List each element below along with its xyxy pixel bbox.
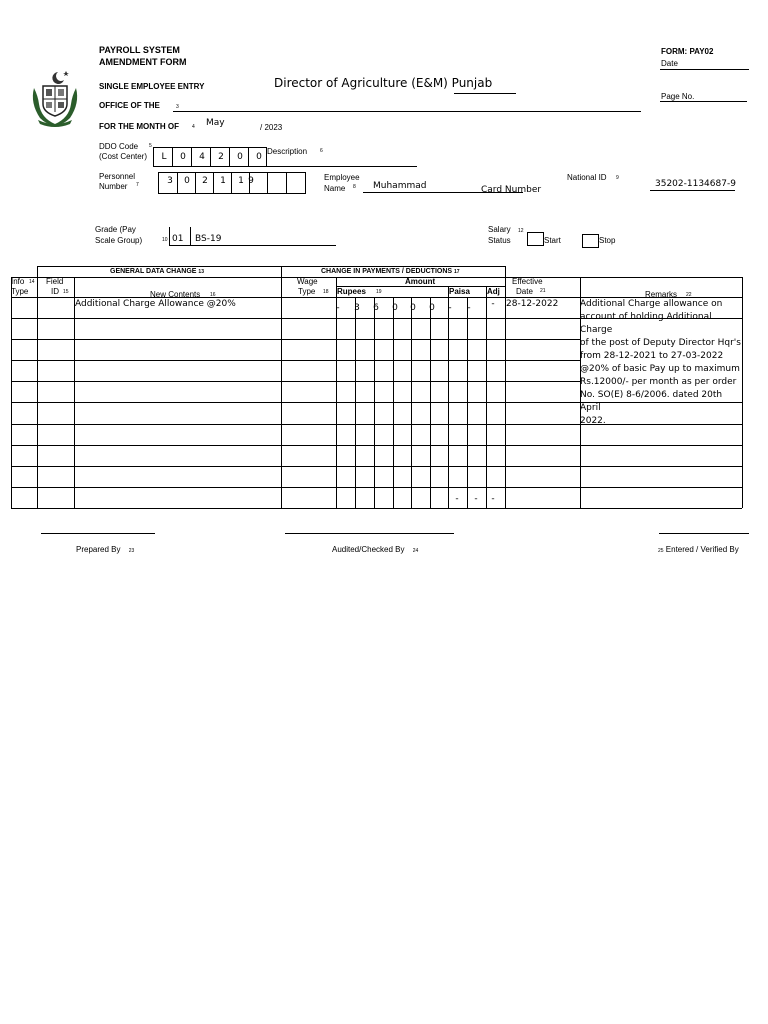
row1-amount-digit: 6	[373, 303, 379, 313]
office-value: Director of Agriculture (E&M) Punjab	[274, 76, 493, 90]
entered-by-label: 25 Entered / Verified By	[658, 545, 739, 554]
personnel-number-boxes	[158, 172, 306, 194]
row1-paisa-digit: -	[467, 303, 471, 313]
ddo-char: 4	[199, 152, 205, 162]
rupees-header: Rupees	[337, 287, 366, 296]
grade-field-number: 10	[162, 237, 168, 243]
field-id-header: Field	[46, 277, 64, 286]
date-line	[660, 69, 749, 70]
remarks-number: 22	[686, 292, 692, 298]
employee-name: Muhammad	[373, 181, 427, 191]
wage-type-header-sub: Type	[298, 287, 316, 296]
national-id-field-number: 9	[616, 175, 619, 181]
new-contents-number: 16	[210, 292, 216, 298]
ddo-label: DDO Code	[99, 142, 139, 151]
employee-label-sub: Name	[324, 184, 346, 193]
national-id-line	[650, 190, 735, 191]
personnel-char: 9	[248, 176, 254, 186]
info-type-number: 14	[29, 279, 35, 285]
ddo-label-sub: (Cost Center)	[99, 152, 148, 161]
employee-label: Employee	[324, 173, 360, 182]
new-contents-header: New Contents	[150, 290, 201, 299]
row1-adj: -	[491, 299, 495, 309]
personnel-char: 1	[220, 176, 226, 186]
rupees-number: 19	[376, 289, 382, 295]
remarks-header: Remarks	[645, 290, 678, 299]
employee-field-number: 8	[353, 184, 356, 190]
last-row-dash: -	[455, 494, 459, 504]
grade-label-sub: Scale Group)	[95, 236, 143, 245]
prepared-by-label: Prepared By 23	[76, 545, 135, 554]
prepared-by-line	[41, 533, 155, 534]
description-line	[267, 166, 417, 167]
general-data-header: GENERAL DATA CHANGE 13	[110, 268, 204, 275]
grade-divider-left	[169, 227, 170, 245]
effective-date-number: 21	[540, 288, 546, 294]
start-label: Start	[544, 236, 561, 245]
ddo-char: 0	[180, 152, 186, 162]
stop-checkbox[interactable]	[582, 234, 599, 248]
description-label: Description	[267, 147, 308, 156]
national-id-value: 35202-1134687-9	[655, 179, 736, 189]
personnel-label: Personnel	[99, 172, 136, 181]
payments-header: CHANGE IN PAYMENTS / DEDUCTIONS 17	[321, 268, 460, 275]
wage-type-number: 18	[323, 289, 329, 295]
field-id-header-sub: ID	[51, 287, 59, 296]
ddo-char: L	[161, 152, 167, 162]
card-number-label: Card Number	[481, 185, 542, 195]
office-line	[173, 111, 641, 112]
personnel-char: 3	[167, 176, 173, 186]
row1-new-contents: Additional Charge Allowance @20%	[75, 299, 236, 309]
form-code: FORM: PAY02	[661, 47, 714, 56]
personnel-char: 2	[202, 176, 208, 186]
wage-type-header: Wage	[297, 277, 318, 286]
row1-amount-digit: 0	[429, 303, 435, 313]
entered-by-line	[659, 533, 749, 534]
remarks-text	[580, 298, 742, 428]
field-id-number: 15	[63, 289, 69, 295]
national-id-label: National ID	[567, 173, 607, 182]
last-row-dash: -	[491, 494, 495, 504]
personnel-char: 0	[184, 176, 190, 186]
audited-by-label: Audited/Checked By 24	[332, 545, 419, 554]
remarks-line: of the post of Deputy Director Hqr's	[580, 338, 741, 348]
row1-amount-digit: -	[336, 303, 340, 313]
remarks-line: No. SO(E) 8-6/2006. dated 20th April	[580, 390, 723, 413]
personnel-char: 1	[238, 176, 244, 186]
month-value: May	[206, 118, 225, 128]
info-type-header: Info	[11, 277, 25, 286]
office-label: OFFICE OF THE	[99, 101, 160, 110]
personnel-field-number: 7	[136, 182, 139, 188]
year-value: / 2023	[260, 123, 283, 132]
salary-status-label: Salary	[488, 225, 511, 234]
amount-header: Amount	[405, 277, 436, 286]
grade-label: Grade (Pay	[95, 225, 136, 234]
stop-label: Stop	[599, 236, 616, 245]
month-label: FOR THE MONTH OF	[99, 122, 179, 131]
row1-effective-date: 28-12-2022	[506, 299, 559, 309]
row1-paisa-digit: -	[448, 303, 452, 313]
salary-status-label-sub: Status	[488, 236, 511, 245]
grade-divider	[190, 227, 191, 245]
ddo-char: 2	[218, 152, 224, 162]
grade-line	[169, 245, 336, 246]
form-title: AMENDMENT FORM	[99, 57, 187, 67]
last-row-dash: -	[474, 494, 478, 504]
office-value-underline	[454, 93, 516, 94]
ddo-field-number: 5	[149, 143, 152, 149]
entry-type: SINGLE EMPLOYEE ENTRY	[99, 82, 205, 91]
system-title: PAYROLL SYSTEM	[99, 45, 180, 55]
ddo-code-boxes	[153, 147, 267, 167]
ddo-char: 0	[256, 152, 262, 162]
effective-date-header: Effective	[512, 277, 543, 286]
remarks-line: 2022.	[580, 416, 606, 426]
description-field-number: 6	[320, 148, 323, 154]
month-field-number: 4	[192, 124, 195, 130]
paisa-header: Paisa	[449, 287, 470, 296]
adj-header: Adj	[487, 287, 500, 296]
audited-by-line	[285, 533, 454, 534]
remarks-line: Rs.12000/- per month as per order	[580, 377, 737, 387]
ddo-char: 0	[237, 152, 243, 162]
remarks-line: @20% of basic Pay up to maximum	[580, 364, 740, 374]
row1-amount-digit: 0	[410, 303, 416, 313]
remarks-line: from 28-12-2021 to 27-03-2022	[580, 351, 724, 361]
remarks-line: account of holding Additional Charge	[580, 312, 712, 335]
page-line	[660, 101, 747, 102]
remarks-line: Additional Charge allowance on	[580, 299, 723, 309]
salary-field-number: 12	[518, 228, 524, 234]
effective-date-header-sub: Date	[516, 287, 533, 296]
date-label: Date	[661, 59, 678, 68]
grade-value: BS-19	[195, 234, 222, 244]
row1-amount-digit: 0	[392, 303, 398, 313]
personnel-label-sub: Number	[99, 182, 128, 191]
info-type-header-sub: Type	[11, 287, 29, 296]
page-label: Page No.	[661, 92, 695, 101]
office-field-number: 3	[176, 104, 179, 110]
government-emblem	[28, 68, 82, 128]
row1-amount-digit: 3	[354, 303, 360, 313]
start-checkbox[interactable]	[527, 232, 544, 246]
grade-code: 01	[172, 234, 184, 244]
